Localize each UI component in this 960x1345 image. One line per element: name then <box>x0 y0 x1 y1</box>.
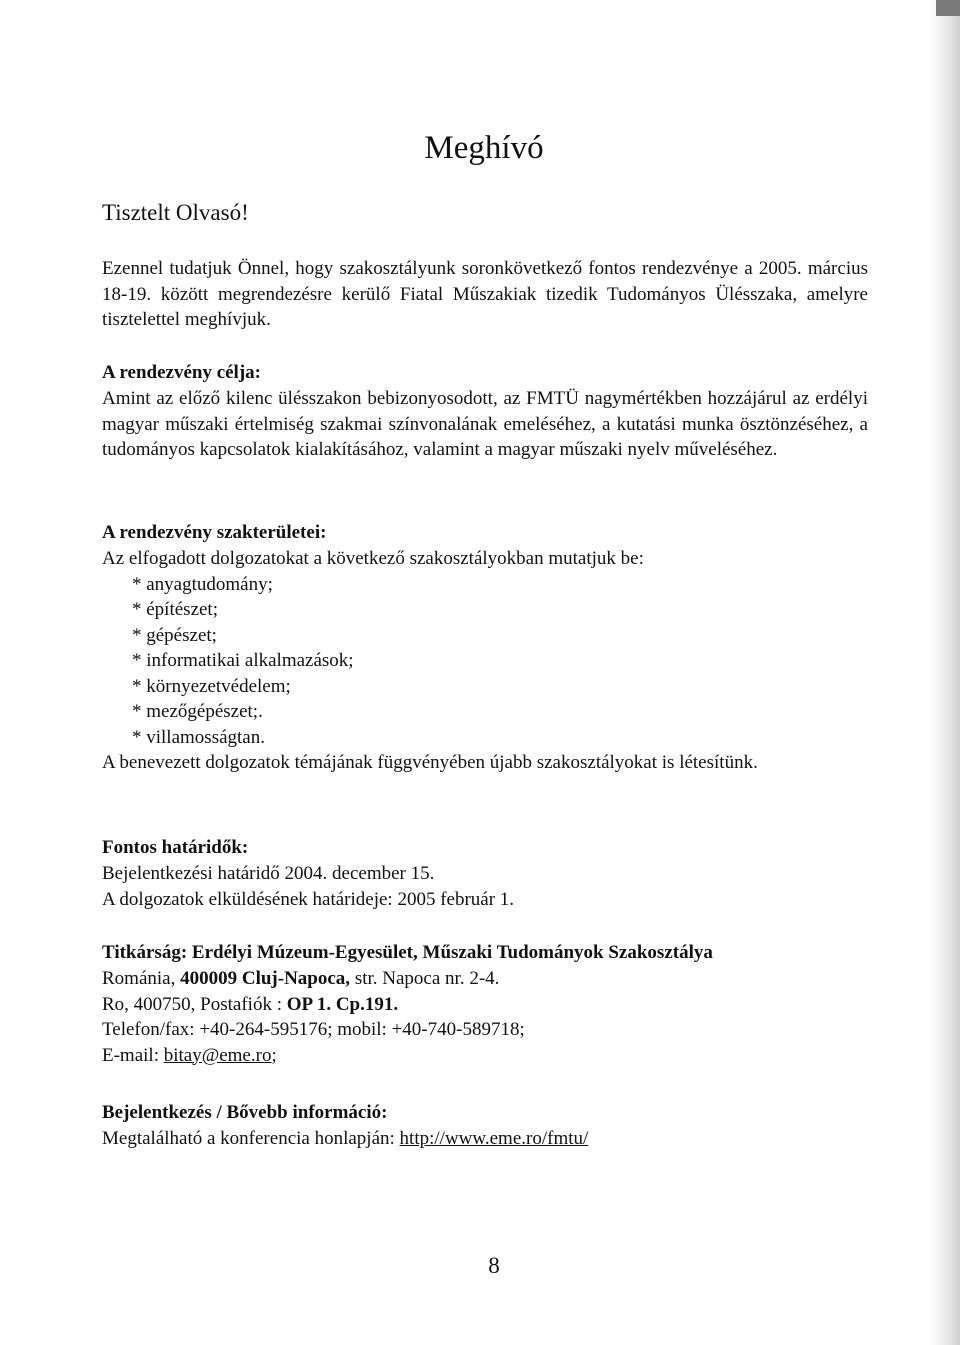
fields-section <box>102 520 868 776</box>
secretariat-email <box>102 1043 868 1069</box>
greeting: Tisztelt Olvasó! <box>102 200 249 225</box>
page-number: 8 <box>488 1253 500 1278</box>
address-prefix: Románia, <box>102 968 181 989</box>
address-suffix: str. Napoca nr. 2-4. <box>350 968 500 989</box>
fields-note: A benevezett dolgozatok témájának függvényében újabb szakosztályokat is létesítünk. <box>102 752 758 773</box>
list-item: * környezetvédelem; <box>132 675 291 697</box>
submission-deadline: A dolgozatok elküldésének határideje: 2005 február 1. <box>102 888 515 910</box>
email-prefix: E-mail: <box>102 1044 164 1066</box>
list-item: * villamosságtan. <box>132 726 265 748</box>
list-item: * mezőgépészet;. <box>132 701 263 722</box>
fields-list <box>102 572 868 751</box>
po-prefix: Ro, 400750, Postafiók : <box>102 993 287 1015</box>
address-city: 400009 Cluj-Napoca, <box>180 968 351 989</box>
fields-intro: Az elfogadott dolgozatokat a következő szakosztályokban mutatjuk be: <box>102 548 644 569</box>
list-item: * építészet; <box>132 599 218 620</box>
secretariat-address <box>102 966 868 992</box>
email-link[interactable]: bitay@eme.ro; <box>163 1044 277 1066</box>
register-prefix: Megtalálható a konferencia honlapján: <box>102 1128 400 1149</box>
secretariat-heading: Titkárság: Erdélyi Múzeum-Egyesület, Műszaki Tudományok Szakosztálya <box>102 942 713 963</box>
fields-heading: A rendezvény szakterületei: <box>102 522 327 543</box>
intro-paragraph: Ezennel tudatjuk Önnel, hogy szakosztályunk soronkövetkező fontos rendezvénye a 2005. március 18-19. között megrendezésre kerülő Fiatal Műszakiak tizedik Tudományos Ülésszaka, amelyre tisztelettel meghívjuk. <box>102 258 868 330</box>
list-item: * informatikai alkalmazások; <box>132 650 354 671</box>
registration-deadline: Bejelentkezési határidő 2004. december 15. <box>102 863 435 884</box>
aim-paragraph: Amint az előző kilenc ülésszakon bebizonyosodott, az FMTÜ nagymértékben hozzájárul az erdélyi magyar műszaki értelmiség szakmai színvonalának emeléséhez, a kutatási munka ösztönzéséhez, a tudományos kapcsolatok kialakításához, valamint a magyar műszaki nyelv műveléséhez. <box>102 388 868 460</box>
register-heading: Bejelentkezés / Bővebb információ: <box>102 1102 388 1123</box>
deadlines-section <box>102 835 868 912</box>
website-link[interactable]: http://www.eme.ro/fmtu/ <box>399 1128 589 1149</box>
register-section <box>102 1100 868 1152</box>
po-box-number: OP 1. Cp.191. <box>286 993 399 1015</box>
secretariat-phone: Telefon/fax: +40-264-595176; mobil: +40-740-589718; <box>102 1019 525 1040</box>
page-title: Meghívó <box>424 130 544 166</box>
secretariat-po-box <box>102 992 868 1018</box>
scan-edge-shadow <box>930 0 960 1345</box>
secretariat-section <box>102 940 868 1068</box>
scan-edge-mark <box>936 0 960 16</box>
intro-section <box>102 256 868 333</box>
deadlines-heading: Fontos határidők: <box>102 837 249 858</box>
aim-section <box>102 360 868 463</box>
aim-heading: A rendezvény célja: <box>102 362 261 383</box>
register-text <box>102 1126 868 1152</box>
list-item: * anyagtudomány; <box>132 573 273 595</box>
list-item: * gépészet; <box>132 624 217 646</box>
